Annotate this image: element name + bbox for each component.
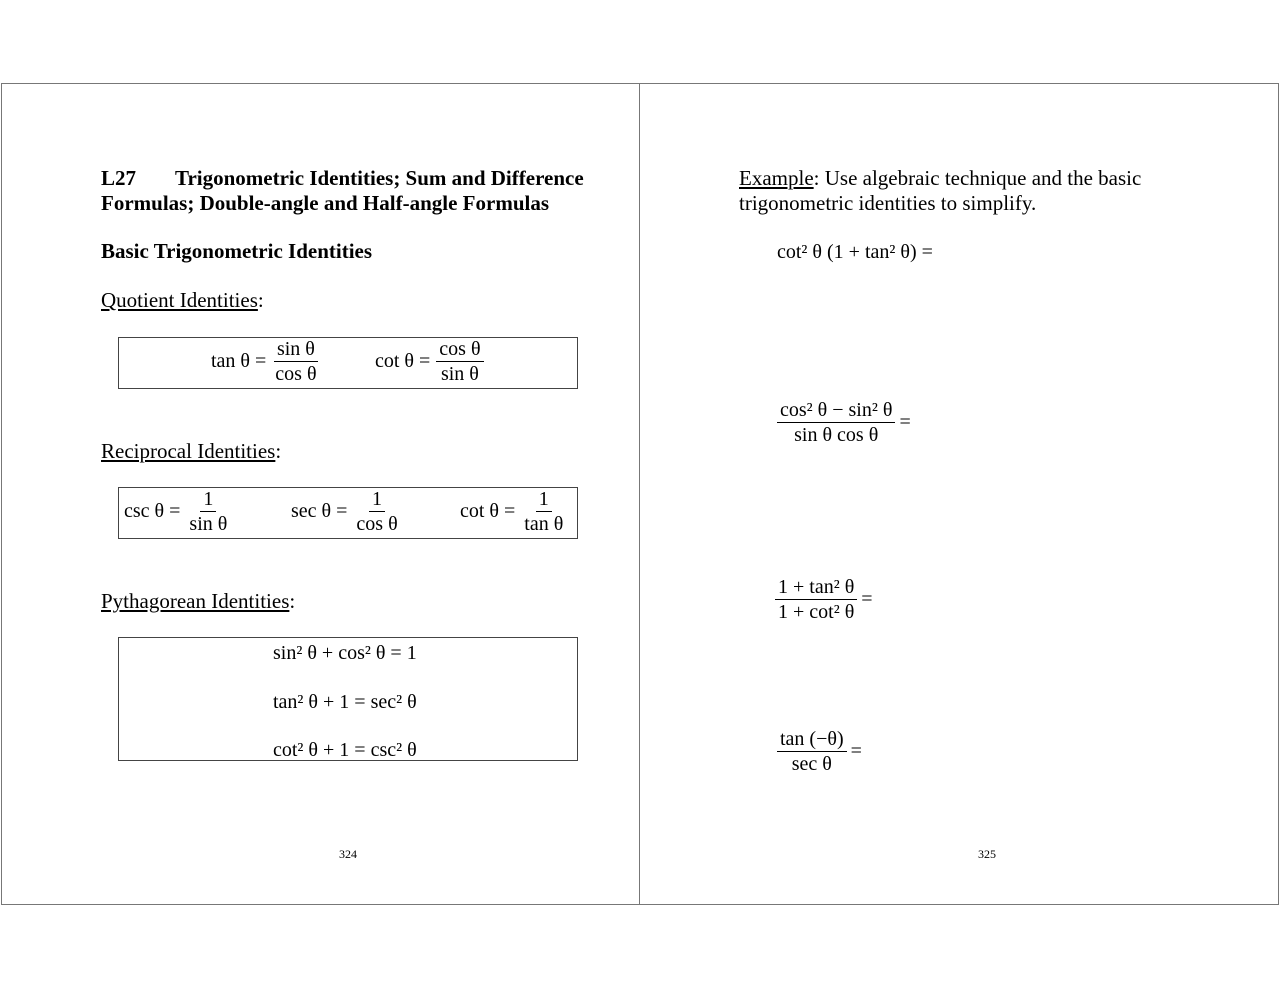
reciprocal-label: Reciprocal Identities (101, 439, 276, 463)
pythagorean-identity-3: cot² θ + 1 = csc² θ (273, 739, 417, 761)
pythagorean-box (118, 637, 578, 761)
pythagorean-identity-2: tan² θ + 1 = sec² θ (273, 691, 417, 713)
quotient-heading (101, 288, 264, 313)
tan-identity (211, 338, 320, 385)
title-line-1: Trigonometric Identities; Sum and Difference (175, 166, 584, 190)
reciprocal-heading (101, 439, 281, 464)
reciprocal-colon: : (275, 439, 282, 463)
tan-fraction (272, 338, 319, 385)
expression-3-denominator: 1 + cot² θ (778, 601, 855, 623)
page-number-left: 324 (339, 847, 357, 861)
csc-identity (124, 488, 230, 535)
cot-denominator: sin θ (440, 363, 479, 385)
expression-4 (777, 728, 862, 775)
quotient-box (118, 337, 578, 389)
expression-2 (777, 399, 911, 446)
cot-reciprocal-identity (460, 488, 566, 535)
sec-lhs: sec θ = (291, 500, 348, 522)
csc-lhs: csc θ = (124, 500, 181, 522)
expression-3-equals: = (861, 588, 873, 610)
expression-2-fraction (777, 399, 895, 446)
sec-denominator: cos θ (356, 513, 398, 535)
quotient-colon: : (257, 288, 264, 312)
csc-fraction (186, 488, 230, 535)
example-text-1: : Use algebraic technique and the basic (813, 166, 1142, 190)
sec-fraction (353, 488, 400, 535)
expression-1: cot² θ (1 + tan² θ) = (777, 241, 933, 263)
pythagorean-colon: : (289, 589, 296, 613)
expression-4-denominator: sec θ (791, 753, 832, 775)
expression-2-denominator: sin θ cos θ (794, 424, 879, 446)
cot-reciprocal-fraction (521, 488, 566, 535)
quotient-label: Quotient Identities (101, 288, 258, 312)
cot-reciprocal-denominator: tan θ (524, 513, 564, 535)
title-line-2: Formulas; Double-angle and Half-angle Formulas (101, 191, 550, 215)
tan-numerator: sin θ (274, 338, 318, 362)
pythagorean-heading (101, 589, 295, 614)
section-heading: Basic Trigonometric Identities (101, 239, 373, 263)
pythagorean-label: Pythagorean Identities (101, 589, 290, 613)
cot-fraction (436, 338, 483, 385)
reciprocal-box (118, 487, 578, 539)
expression-4-numerator: tan (−θ) (777, 728, 847, 752)
example-text-2: trigonometric identities to simplify. (739, 191, 1037, 215)
example-line-1 (739, 166, 1141, 191)
example-label: Example (739, 166, 814, 190)
tan-lhs: tan θ = (211, 350, 267, 372)
cot-numerator: cos θ (436, 338, 483, 362)
expression-3-fraction (775, 576, 857, 623)
page-divider (639, 83, 640, 905)
cot-lhs: cot θ = (375, 350, 431, 372)
csc-numerator: 1 (200, 488, 216, 512)
csc-denominator: sin θ (189, 513, 228, 535)
page-number-right: 325 (978, 847, 996, 861)
cot-quotient-identity (375, 338, 484, 385)
expression-2-numerator: cos² θ − sin² θ (777, 399, 895, 423)
expression-4-fraction (777, 728, 847, 775)
sec-identity (291, 488, 401, 535)
pythagorean-identity-1: sin² θ + cos² θ = 1 (273, 642, 417, 664)
lecture-id: L27 (101, 166, 137, 190)
sec-numerator: 1 (369, 488, 385, 512)
cot-reciprocal-numerator: 1 (536, 488, 552, 512)
expression-3-numerator: 1 + tan² θ (775, 576, 857, 600)
expression-2-equals: = (899, 411, 911, 433)
cot-reciprocal-lhs: cot θ = (460, 500, 516, 522)
tan-denominator: cos θ (275, 363, 317, 385)
expression-4-equals: = (850, 740, 862, 762)
expression-3 (775, 576, 873, 623)
